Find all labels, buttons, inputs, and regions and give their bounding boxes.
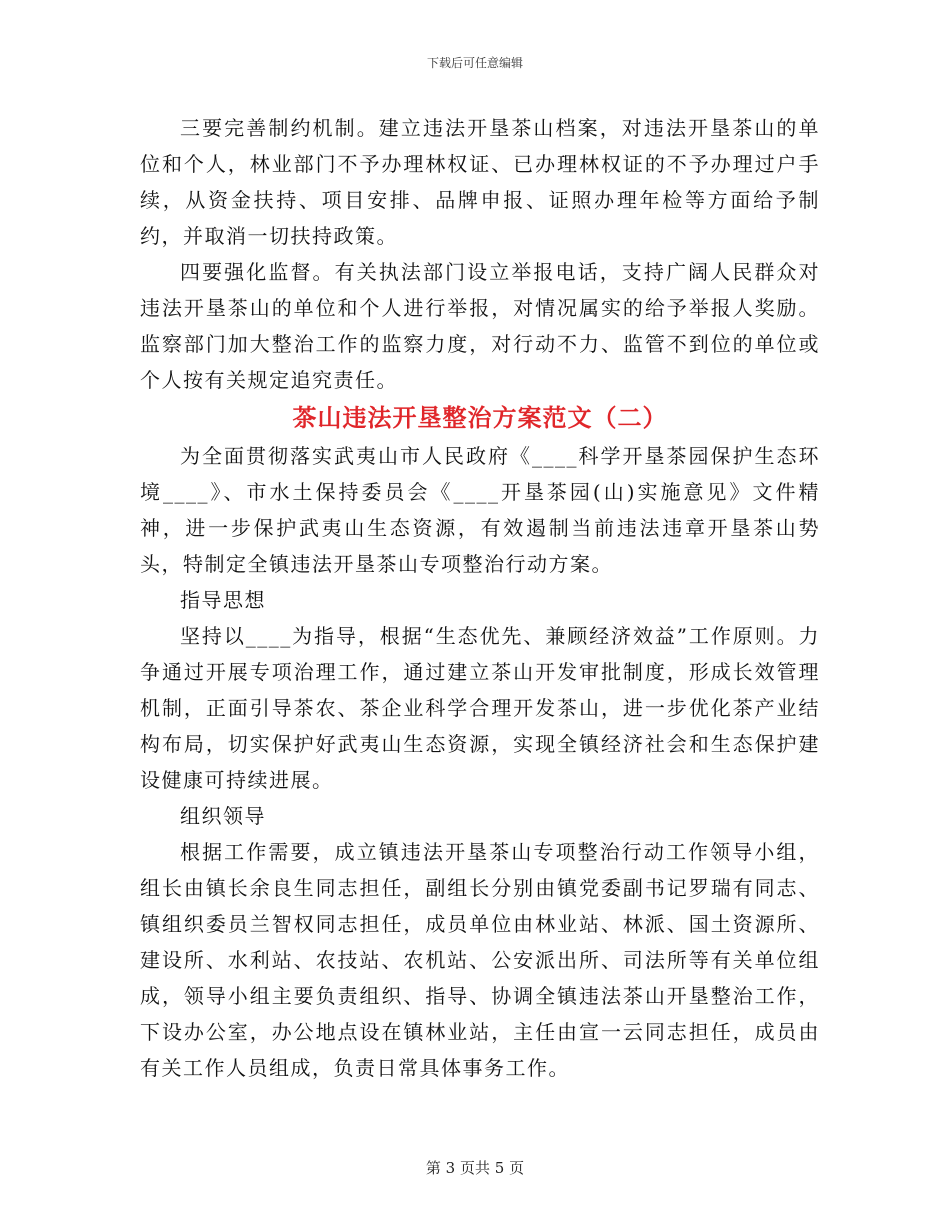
paragraph-guiding-ideology: 坚持以____为指导，根据“生态优先、兼顾经济效益”工作原则。力争通过开展专项治理工作，通过建立茶山开发审批制度，形成长效管理机制，正面引导茶农、茶企业科学合理开发茶山，进一步优化茶产业结构布局，切实保护好武夷山生态资源，实现全镇经济社会和生态保护建设健康可持续进展。 [140, 624, 820, 792]
paragraph-organization-leadership: 根据工作需要，成立镇违法开垦茶山专项整治行动工作领导小组，组长由镇长余良生同志担任，副组长分别由镇党委副书记罗瑞有同志、镇组织委员兰智权同志担任，成员单位由林业站、林派、国土资源所、建设所、水利站、农技站、农机站、公安派出所、司法所等有关单位组成，领导小组主要负责组织、指导、协调全镇违法茶山开垦整治工作，下设办公室，办公地点设在镇林业站，主任由宣一云同志担任，成员由有关工作人员组成，负责日常具体事务工作。 [140, 840, 820, 1080]
paragraph-supervision: 四要强化监督。有关执法部门设立举报电话，支持广阔人民群众对违法开垦茶山的单位和个人进行举报，对情况属实的给予举报人奖励。监察部门加大整治工作的监察力度，对行动不力、监管不到位的单位或个人按有关规定追究责任。 [140, 260, 820, 392]
paragraph-intro: 为全面贯彻落实武夷山市人民政府《____科学开垦茶园保护生态环境____》、市水土保持委员会《____开垦茶园(山)实施意见》文件精神，进一步保护武夷山生态资源，有效遏制当前违法违章开垦茶山势头，特制定全镇违法开垦茶山专项整治行动方案。 [140, 444, 820, 576]
heading-guiding-ideology: 指导思想 [180, 588, 266, 612]
page-header: 下载后可任意编辑 [426, 56, 523, 70]
page-footer: 第 3 页共 5 页 [425, 1159, 525, 1177]
section-title: 茶山违法开垦整治方案范文（二） [292, 404, 668, 432]
paragraph-restraint-mechanism: 三要完善制约机制。建立违法开垦茶山档案，对违法开垦茶山的单位和个人，林业部门不予办理林权证、已办理林权证的不予办理过户手续，从资金扶持、项目安排、品牌申报、证照办理年检等方面给予制约，并取消一切扶持政策。 [140, 116, 820, 248]
heading-organization-leadership: 组织领导 [180, 804, 266, 828]
document-body [140, 110, 820, 1086]
